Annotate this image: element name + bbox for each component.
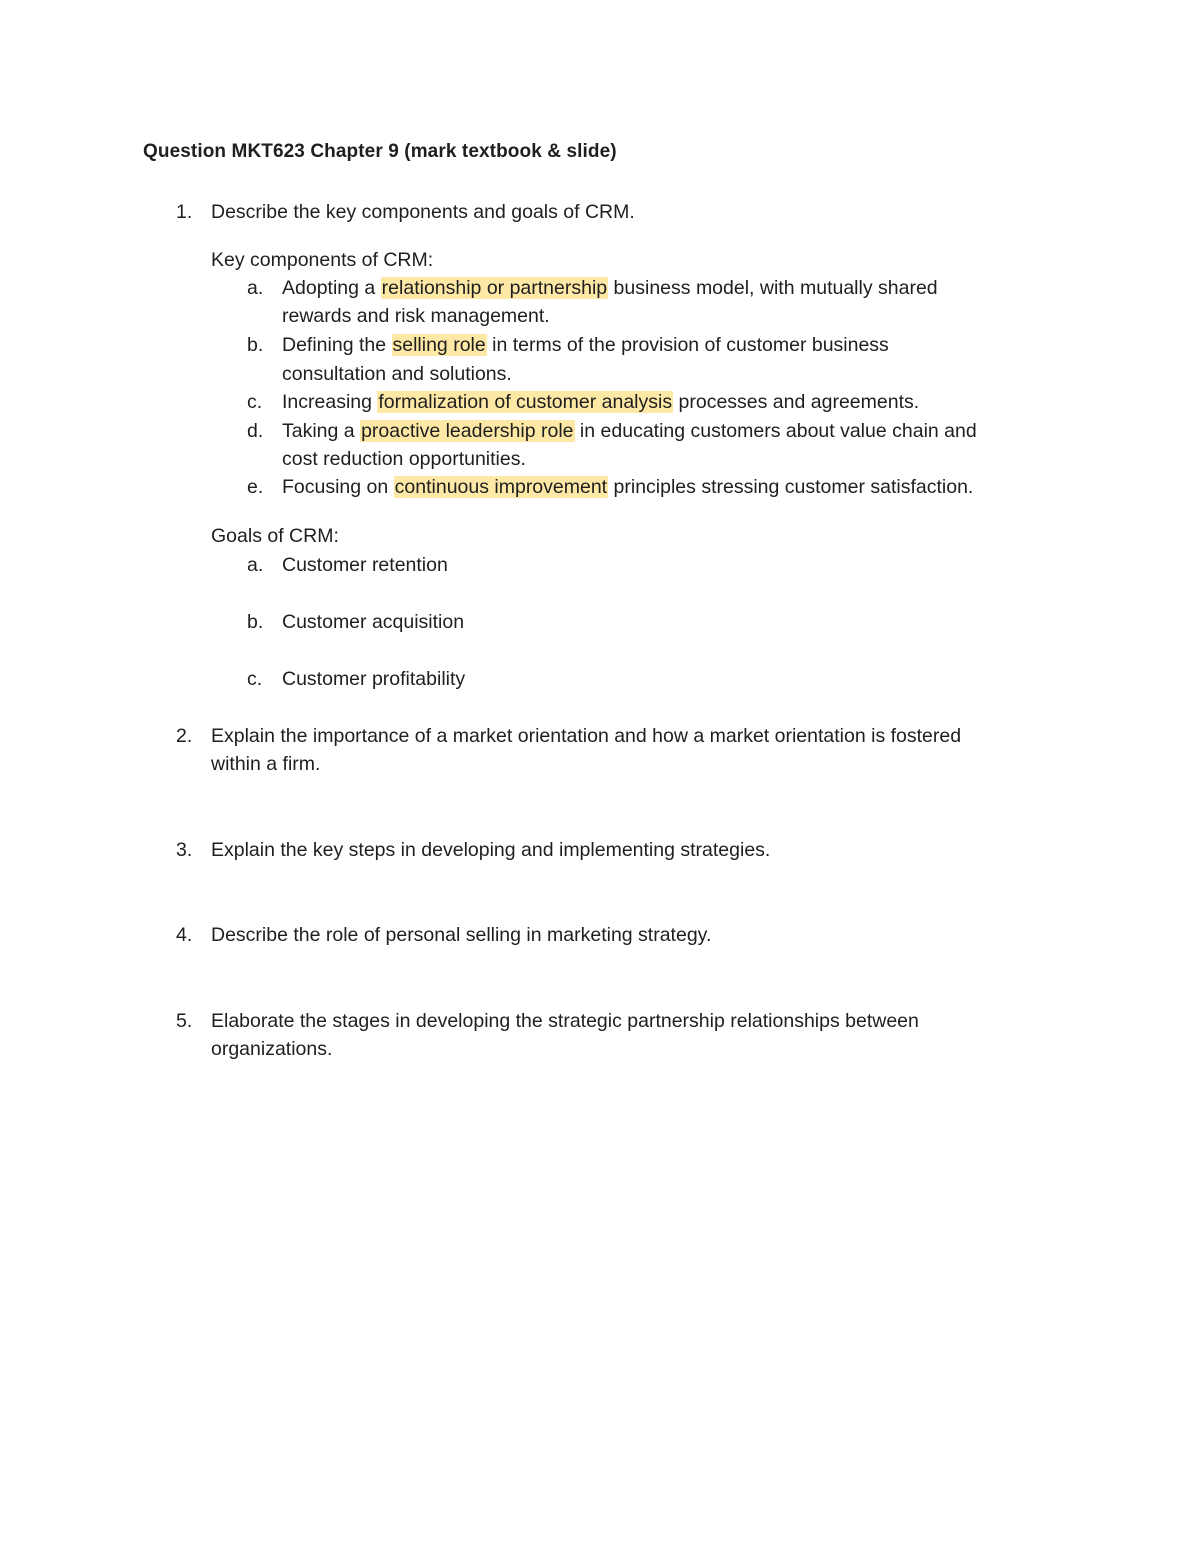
component-letter: a. <box>247 277 264 299</box>
q4-text: Describe the role of personal selling in marketing strategy. <box>211 924 712 946</box>
goal-item: Customer acquisition <box>282 611 465 633</box>
component-text: principles stressing customer satisfaction. <box>608 476 974 498</box>
components-heading: Key components of CRM: <box>211 249 434 271</box>
component-item <box>282 473 973 501</box>
component-text: in educating customers about value chain and <box>574 420 977 442</box>
highlight: formalization of customer analysis <box>378 391 673 413</box>
q2-text: Explain the importance of a market orientation and how a market orientation is fostered <box>211 725 962 747</box>
component-item <box>282 331 889 359</box>
q3-text: Explain the key steps in developing and implementing strategies. <box>211 839 771 861</box>
highlight: proactive leadership role <box>361 420 574 442</box>
component-text: Increasing <box>282 391 378 413</box>
component-item <box>282 388 919 416</box>
component-text: Focusing on <box>282 476 394 498</box>
component-continuation: consultation and solutions. <box>282 363 512 385</box>
component-text: processes and agreements. <box>673 391 920 413</box>
q5-number: 5. <box>176 1010 193 1032</box>
goal-item: Customer retention <box>282 554 448 576</box>
goal-item: Customer profitability <box>282 668 466 690</box>
component-continuation: cost reduction opportunities. <box>282 448 526 470</box>
component-item <box>282 417 977 445</box>
goals-heading: Goals of CRM: <box>211 525 339 547</box>
highlight: continuous improvement <box>394 476 608 498</box>
goal-letter: b. <box>247 611 264 633</box>
component-text: business model, with mutually shared <box>608 277 938 299</box>
page-title: Question MKT623 Chapter 9 (mark textbook & slide) <box>143 141 617 162</box>
q4-number: 4. <box>176 924 193 946</box>
component-text: Taking a <box>282 420 361 442</box>
q1-text: Describe the key components and goals of CRM. <box>211 201 635 223</box>
highlight: selling role <box>392 334 486 356</box>
component-item <box>282 274 938 302</box>
goal-letter: c. <box>247 668 263 690</box>
component-text: Adopting a <box>282 277 381 299</box>
component-continuation: rewards and risk management. <box>282 305 550 327</box>
component-letter: e. <box>247 476 264 498</box>
q3-number: 3. <box>176 839 193 861</box>
component-letter: b. <box>247 334 264 356</box>
component-letter: c. <box>247 391 263 413</box>
component-text: Defining the <box>282 334 392 356</box>
q5-text: Elaborate the stages in developing the strategic partnership relationships between <box>211 1010 919 1032</box>
component-text: in terms of the provision of customer business <box>486 334 889 356</box>
component-letter: d. <box>247 420 264 442</box>
q5-text-continuation: organizations. <box>211 1038 333 1060</box>
q1-number: 1. <box>176 201 193 223</box>
highlight: relationship or partnership <box>381 277 608 299</box>
goal-letter: a. <box>247 554 264 576</box>
q2-text-continuation: within a firm. <box>211 753 321 775</box>
q2-number: 2. <box>176 725 193 747</box>
